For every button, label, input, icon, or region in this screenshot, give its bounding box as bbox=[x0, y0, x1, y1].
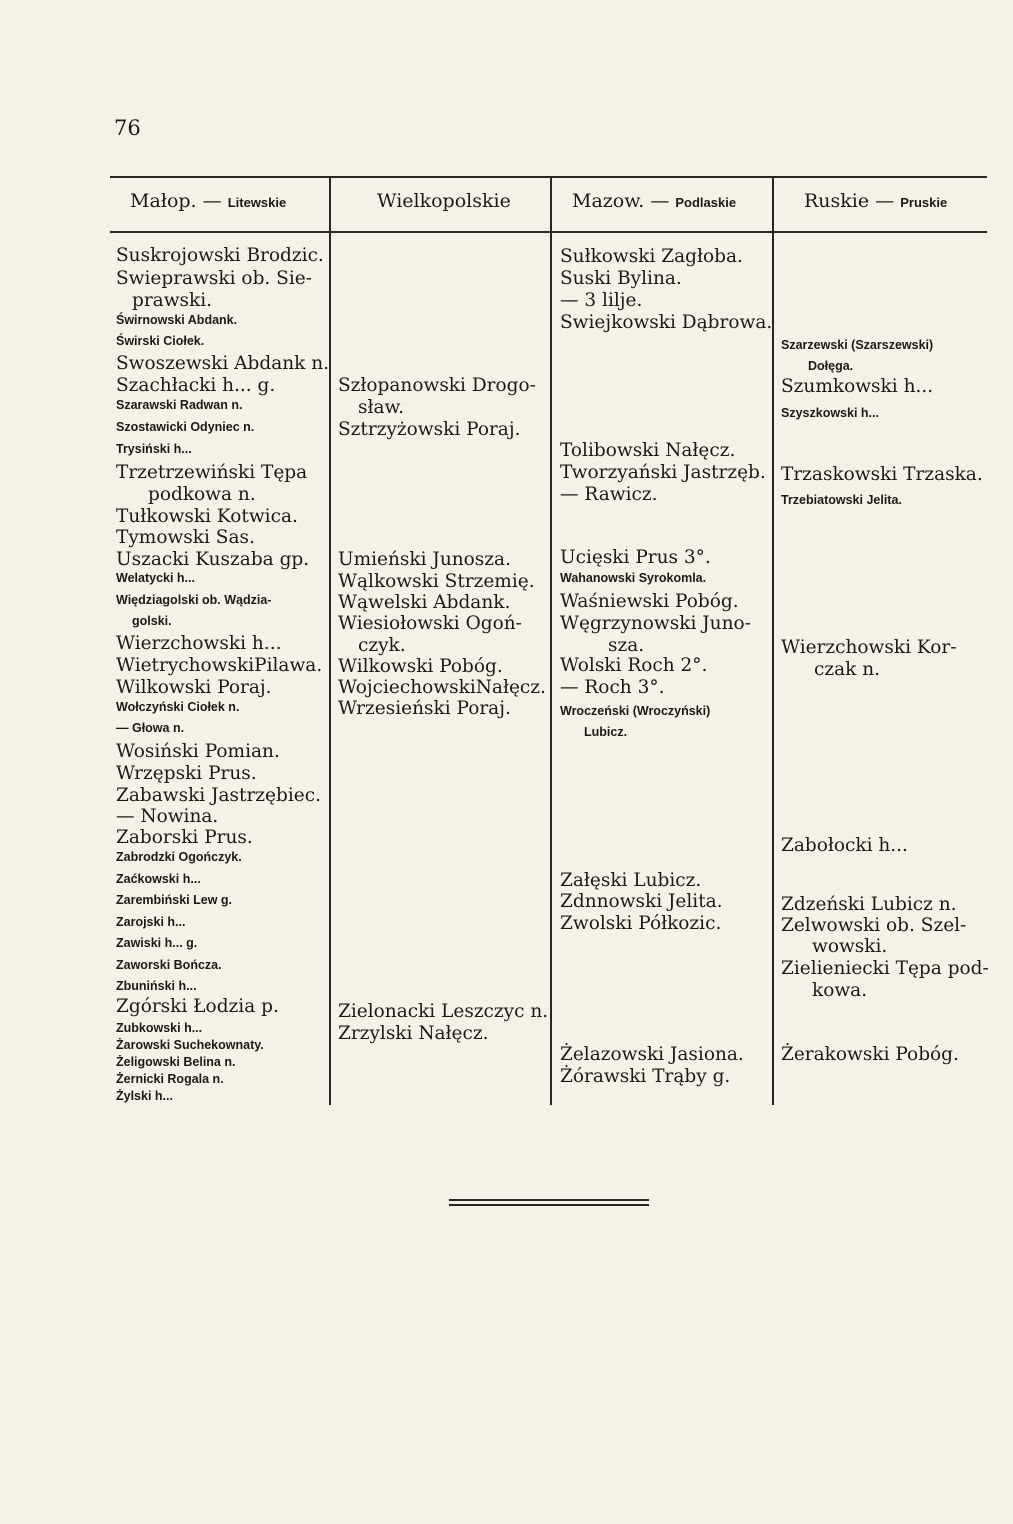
list-item: Szumkowski h... bbox=[781, 376, 934, 397]
list-item: Suskrojowski Brodzic. bbox=[116, 245, 324, 266]
column-divider-2 bbox=[550, 178, 552, 1105]
header-malop-litewskie: Małop. — Litewskie bbox=[130, 190, 287, 212]
list-item: Wosiński Pomian. bbox=[116, 741, 280, 762]
list-item: Zwolski Półkozic. bbox=[560, 913, 722, 934]
list-item: Zielonacki Leszczyc n. bbox=[338, 1001, 549, 1022]
list-item: Tolibowski Nałęcz. bbox=[560, 440, 736, 461]
list-item: czyk. bbox=[358, 635, 406, 656]
list-item: Trzetrzewiński Tępa bbox=[116, 462, 308, 483]
list-item: Węgrzynowski Juno- bbox=[560, 613, 751, 634]
list-item: Zbuniński h... bbox=[116, 979, 197, 993]
list-item: Tymowski Sas. bbox=[116, 527, 255, 548]
list-item: Zarembiński Lew g. bbox=[116, 893, 233, 907]
list-item: Zelwowski ob. Szel- bbox=[781, 915, 967, 936]
page-number: 76 bbox=[114, 116, 141, 140]
list-item: Tworzyański Jastrzęb. bbox=[560, 462, 766, 483]
header-bottom-rule bbox=[110, 231, 987, 233]
list-item: Zawiski h... g. bbox=[116, 936, 198, 950]
list-item: Żarowski Suchekownaty. bbox=[116, 1038, 264, 1052]
list-item: podkowa n. bbox=[148, 484, 256, 505]
list-item: Żerakowski Pobóg. bbox=[781, 1044, 959, 1065]
list-item: sza. bbox=[608, 635, 645, 656]
list-item: Zarojski h... bbox=[116, 915, 186, 929]
list-item: Szyszkowski h... bbox=[781, 406, 879, 420]
list-item: Zabołocki h... bbox=[781, 835, 908, 856]
list-item: wowski. bbox=[812, 936, 888, 957]
list-item: kowa. bbox=[812, 980, 868, 1001]
list-item: Szarawski Radwan n. bbox=[116, 398, 243, 412]
list-item: Zrzylski Nałęcz. bbox=[338, 1023, 489, 1044]
list-item: Żeligowski Belina n. bbox=[116, 1055, 236, 1069]
list-item: Wąwelski Abdank. bbox=[338, 592, 511, 613]
list-item: sław. bbox=[358, 397, 405, 418]
list-item: Tułkowski Kotwica. bbox=[116, 506, 298, 527]
list-item: Załęski Lubicz. bbox=[560, 870, 702, 891]
list-item: Zielieniecki Tępa pod- bbox=[781, 958, 989, 979]
list-item: — Nowina. bbox=[116, 806, 219, 827]
list-item: Zaworski Bończa. bbox=[116, 958, 222, 972]
list-item: Swiejkowski Dąbrowa. bbox=[560, 312, 773, 333]
list-item: Świrnowski Abdank. bbox=[116, 313, 238, 327]
list-item: Wroczeński (Wroczyński) bbox=[560, 704, 711, 718]
list-item: Zaborski Prus. bbox=[116, 827, 253, 848]
list-item: Wilkowski Poraj. bbox=[116, 677, 272, 698]
list-item: — Rawicz. bbox=[560, 484, 658, 505]
list-item: Welatycki h... bbox=[116, 571, 195, 585]
list-item: Swieprawski ob. Sie- bbox=[116, 268, 312, 289]
header-ruskie-pruskie: Ruskie — Pruskie bbox=[804, 190, 948, 212]
list-item: Zdnnowski Jelita. bbox=[560, 891, 723, 912]
list-item: golski. bbox=[132, 614, 172, 628]
list-item: prawski. bbox=[132, 290, 213, 311]
list-item: Sztrzyżowski Poraj. bbox=[338, 419, 521, 440]
list-item: Zubkowski h... bbox=[116, 1021, 203, 1035]
list-item: Wierzchowski Kor- bbox=[781, 637, 957, 658]
header-wielkopolskie: Wielkopolskie bbox=[377, 190, 511, 212]
list-item: Wrzesieński Poraj. bbox=[338, 698, 511, 719]
list-item: WietrychowskiPilawa. bbox=[116, 655, 323, 676]
list-item: Żelazowski Jasiona. bbox=[560, 1044, 744, 1065]
list-item: Wołczyński Ciołek n. bbox=[116, 700, 240, 714]
list-item: Wahanowski Syrokomla. bbox=[560, 571, 707, 585]
table-top-rule bbox=[110, 176, 987, 178]
list-item: Zaćkowski h... bbox=[116, 872, 201, 886]
list-item: Uszacki Kuszaba gp. bbox=[116, 549, 310, 570]
list-item: Wąlkowski Strzemię. bbox=[338, 571, 535, 592]
list-item: Zgórski Łodzia p. bbox=[116, 996, 279, 1017]
list-item: Świrski Ciołek. bbox=[116, 334, 205, 348]
list-item: Wiesiołowski Ogoń- bbox=[338, 613, 522, 634]
column-divider-1 bbox=[329, 178, 331, 1105]
list-item: — Głowa n. bbox=[116, 721, 185, 735]
list-item: — Roch 3°. bbox=[560, 677, 665, 698]
list-item: Suski Bylina. bbox=[560, 268, 682, 289]
list-item: czak n. bbox=[814, 659, 881, 680]
list-item: Zdzeński Lubicz n. bbox=[781, 894, 957, 915]
list-item: Szłopanowski Drogo- bbox=[338, 375, 536, 396]
list-item: Lubicz. bbox=[584, 725, 628, 739]
list-item: Żylski h... bbox=[116, 1089, 173, 1103]
list-item: WojciechowskiNałęcz. bbox=[338, 677, 546, 698]
list-item: — 3 lilje. bbox=[560, 290, 643, 311]
list-item: Wierzchowski h... bbox=[116, 633, 282, 654]
list-item: Ucięski Prus 3°. bbox=[560, 547, 711, 568]
list-item: Wrzępski Prus. bbox=[116, 763, 257, 784]
list-item: Dołęga. bbox=[808, 359, 854, 373]
header-mazow-podlaskie: Mazow. — Podlaskie bbox=[572, 190, 737, 212]
list-item: Wilkowski Pobóg. bbox=[338, 656, 503, 677]
list-item: Szostawicki Odyniec n. bbox=[116, 420, 255, 434]
list-item: Zabrodzki Ogończyk. bbox=[116, 850, 242, 864]
list-item: Swoszewski Abdank n. bbox=[116, 353, 330, 374]
end-rule-bottom bbox=[449, 1204, 649, 1206]
end-rule-top bbox=[449, 1199, 649, 1201]
list-item: Umieński Junosza. bbox=[338, 549, 511, 570]
list-item: Żernicki Rogala n. bbox=[116, 1072, 224, 1086]
list-item: Wolski Roch 2°. bbox=[560, 655, 708, 676]
list-item: Szachłacki h... g. bbox=[116, 375, 276, 396]
list-item: Trysiński h... bbox=[116, 442, 192, 456]
list-item: Więdziagolski ob. Wądzia- bbox=[116, 593, 272, 607]
list-item: Zabawski Jastrzębiec. bbox=[116, 785, 321, 806]
list-item: Trzebiatowski Jelita. bbox=[781, 493, 902, 507]
list-item: Sułkowski Zagłoba. bbox=[560, 246, 743, 267]
list-item: Żórawski Trąby g. bbox=[560, 1066, 731, 1087]
list-item: Szarzewski (Szarszewski) bbox=[781, 338, 934, 352]
list-item: Trzaskowski Trzaska. bbox=[781, 464, 983, 485]
list-item: Waśniewski Pobóg. bbox=[560, 591, 739, 612]
